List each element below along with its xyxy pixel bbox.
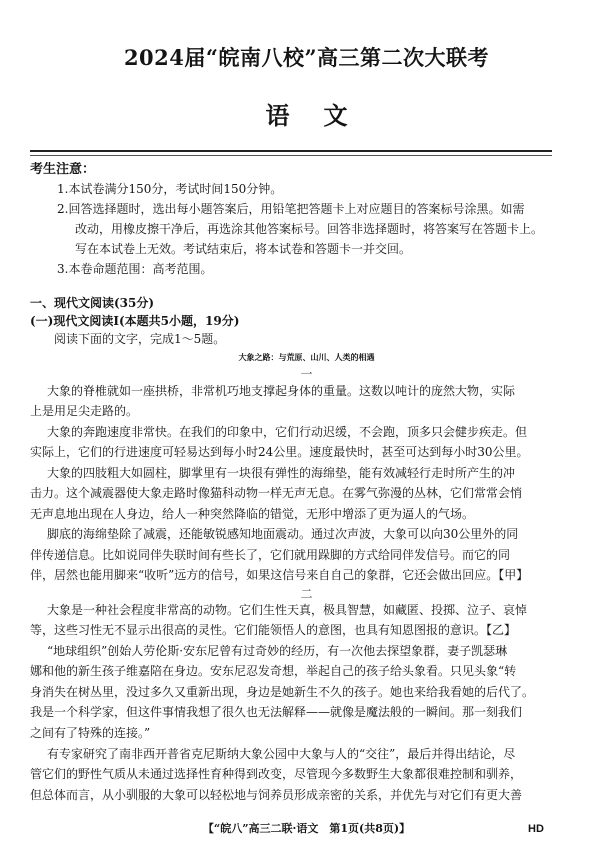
subject-title: 语文 bbox=[265, 101, 382, 130]
notice-item: 3.本卷命题范围：高考范围。 bbox=[57, 262, 213, 276]
article-line: 娜和他的新生孩子维嘉陪在身边。安东尼忍发奇想，举起自己的孩子给头象看。只见头象“转 bbox=[30, 664, 517, 678]
article-line: 大象是一种社会程度非常高的动物。它们生性天真，极具智慧，如藏匿、投掷、泣子、哀悼 bbox=[47, 603, 528, 617]
article-line: 等，这些习性无不显示出很高的灵性。它们能领悟人的意图，也具有知恩图报的意识。【乙】 bbox=[30, 623, 517, 637]
article-line: 但总体而言，从小驯服的大象可以轻松地与饲养员形成亲密的关系，并优先与对它们有更大善 bbox=[30, 788, 523, 802]
notice-item: 1.本试卷满分150分，考试时间150分钟。 bbox=[57, 182, 283, 196]
reading-instruction: 阅读下面的文字，完成1～5题。 bbox=[54, 332, 226, 346]
article-line: 之间有了特殊的连接。” bbox=[30, 726, 151, 740]
exam-title: 2024届“皖南八校”高三第二次大联考 bbox=[123, 45, 490, 70]
article-line: 上是用足尖走路的。 bbox=[30, 404, 139, 418]
article-line: 实际上，它们的行进速度可轻易达到每小时24公里。速度最快时，甚至可达到每小时30公里。 bbox=[30, 445, 529, 459]
notice-item: 2.回答选择题时，选出每小题答案后，用铅笔把答题卡上对应题目的答案标号涂黑。如需 bbox=[57, 202, 525, 216]
part-two-marker: 二 bbox=[300, 587, 313, 601]
header-rule-thin bbox=[30, 155, 552, 156]
article-line: 大象的奔跑速度非常快。在我们的印象中，它们行动迟缓，不会跑，顶多只会健步疾走。但 bbox=[47, 425, 528, 439]
article-line: 脚底的海绵垫除了减震，还能敏锐感知地面震动。通过次声波，大象可以向30公里外的同 bbox=[47, 527, 519, 541]
article-line: 有专家研究了南非西开普省克尼斯纳大象公园中大象与人的“交往”，最后并得出结论，尽 bbox=[47, 747, 516, 761]
notice-item: 写在本试卷上无效。考试结束后，将本试卷和答题卡一并交回。 bbox=[75, 242, 412, 256]
article-line: “地球组织”创始人劳伦斯·安东尼曾有过奇妙的经历，有一次他去探望象群，妻子凯瑟琳 bbox=[47, 644, 508, 658]
article-line: 大象的脊椎就如一座拱桥，非常机巧地支撑起身体的重量。这数以吨计的庞然大物，实际 bbox=[47, 384, 516, 398]
article-line: 伴传递信息。比如说同伴失联时间有些长了，它们就用跺脚的方式给同伴发信号。而它的同 bbox=[30, 548, 511, 562]
subsection-title: (一)现代文阅读Ⅰ(本题共5小题，19分) bbox=[30, 314, 240, 328]
article-title: 大象之路：与荒原、山川、人类的相遇 bbox=[238, 352, 375, 362]
notice-item: 改动，用橡皮擦干净后，再选涂其他答案标号。回答非选择题时，将答案写在答题卡上。 bbox=[75, 222, 544, 236]
article-line: 无声息地出现在人身边，给人一种突然降临的错觉，无形中增添了更为逼人的气场。 bbox=[30, 507, 475, 521]
article-line: 身消失在树丛里，没过多久又重新出现，身边是她新生不久的孩子。她也来给我看她的后代了。 bbox=[30, 685, 535, 699]
article-line: 我是一个科学家，但这件事情我想了很久也无法解释——就像是魔法般的一瞬间。那一刻我们 bbox=[30, 705, 523, 719]
page-footer: 【“皖八”高三二联·语文 第1页(共8页)】 bbox=[202, 822, 411, 835]
article-line: 大象的四肢粗大如圆柱，脚掌里有一块很有弹性的海绵垫，能有效减轻行走时所产生的冲 bbox=[47, 466, 516, 480]
article-line: 击力。这个减震器使大象走路时像猫科动物一样无声无息。在雾气弥漫的丛林，它们常常会悄 bbox=[30, 486, 523, 500]
section-title: 一、现代文阅读(35分) bbox=[30, 296, 155, 310]
article-line: 伴，居然也能用脚来“收听”远方的信号，如果这信号来自自己的象群，它还会做出回应。【甲】 bbox=[30, 568, 529, 582]
header-rule bbox=[30, 150, 552, 152]
article-line: 管它们的野性气质从未通过选择性育种得到改变，尽管现今多数野生大象都很难控制和驯养， bbox=[30, 767, 523, 781]
part-one-marker: 一 bbox=[300, 367, 313, 381]
notice-heading: 考生注意： bbox=[30, 162, 96, 177]
footer-code: HD bbox=[528, 823, 544, 835]
